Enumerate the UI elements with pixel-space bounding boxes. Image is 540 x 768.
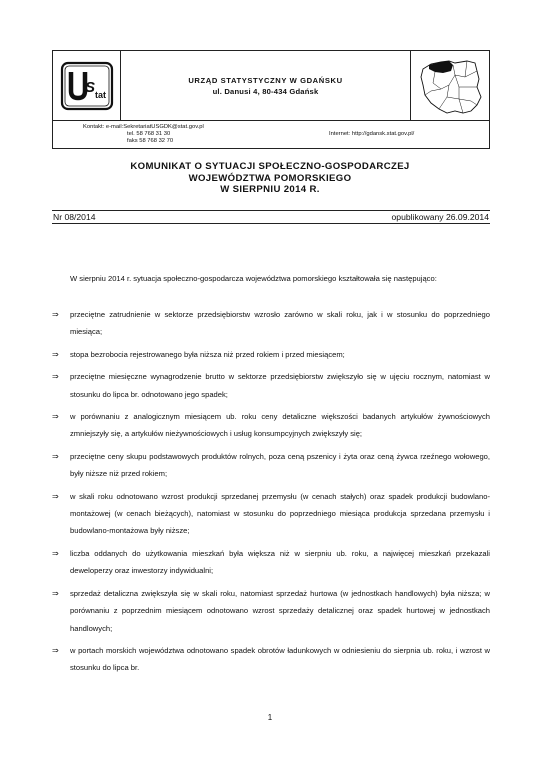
- list-item: [52, 306, 490, 341]
- document-title: [0, 161, 540, 196]
- arrow-right-icon: ⇒: [52, 451, 59, 461]
- arrow-right-icon: ⇒: [52, 412, 59, 422]
- contact-internet: Internet: http://gdansk.stat.gov.pl/: [329, 131, 415, 137]
- list-item: [52, 346, 490, 363]
- list-item-text: w portach morskich województwa odnotowano spadek obrotów ładunkowych w odniesieniu do sierpnia ub. roku, i wzrost w stosunku do lipca br.: [70, 645, 490, 673]
- svg-text:tat: tat: [94, 89, 106, 100]
- contact-email: Kontakt: e-mail:SekretariatUSGDK@stat.gov.pl: [83, 124, 204, 130]
- list-item-text: przeciętne ceny skupu podstawowych produktów rolnych, poza ceną pszenicy i żyta oraz ceną żywca rzeźnego wołowego, były niższe niż przed rokiem;: [70, 451, 490, 479]
- contact-left: [83, 124, 204, 146]
- contact-fax: faks 58 768 32 70: [127, 138, 174, 145]
- intro-paragraph: [52, 270, 490, 288]
- map-cell: [411, 51, 489, 120]
- ustat-logo-icon: [59, 58, 115, 114]
- list-item: [52, 408, 490, 443]
- list-item-text: stopa bezrobocia rejestrowanego była niższa niż przed rokiem i przed miesiącem;: [70, 349, 345, 359]
- issue-published: opublikowany 26.09.2014: [391, 212, 489, 222]
- arrow-right-icon: ⇒: [52, 310, 59, 319]
- list-item-text: liczba oddanych do użytkowania mieszkań była większa niż w sierpniu ub. roku, a najwięcej mieszkań przekazali deweloperzy oraz inwestorzy indywidualni;: [70, 548, 490, 576]
- contact-tel: tel. 58 768 31 30: [127, 131, 171, 138]
- list-item: [52, 642, 490, 677]
- title-line-3: W SIERPNIU 2014 R.: [220, 184, 320, 196]
- office-address: ul. Danusi 4, 80-434 Gdańsk: [212, 86, 319, 96]
- title-line-1: KOMUNIKAT O SYTUACJI SPOŁECZNO-GOSPODARCZEJ: [130, 161, 410, 172]
- list-item-text: przeciętne miesięczne wynagrodzenie brutto w sektorze przedsiębiorstw zwiększyło się w ujęciu rocznym, natomiast w stosunku do lipca br. odnotowano jego spadek;: [70, 372, 490, 399]
- list-item: [52, 545, 490, 580]
- list-item: [52, 488, 490, 540]
- office-name: URZĄD STATYSTYCZNY W GDAŃSKU: [188, 75, 343, 85]
- arrow-right-icon: ⇒: [52, 645, 59, 655]
- logo-cell: [53, 51, 121, 120]
- intro-text: W sierpniu 2014 r. sytuacja społeczno-gospodarcza województwa pomorskiego kształtowała się następująco:: [70, 274, 437, 283]
- svg-text:S: S: [84, 78, 95, 96]
- list-item-text: przeciętne zatrudnienie w sektorze przedsiębiorstw wzrosło zarówno w skali roku, jak i w stosunku do poprzedniego miesiąca;: [70, 310, 490, 337]
- list-item: [52, 368, 490, 403]
- list-item-text: w skali roku odnotowano wzrost produkcji sprzedanej przemysłu (w cenach stałych) oraz spadek produkcji budowlano-montażowej (w cenach bieżących), natomiast w stosunku do poprzedniego miesiąca produkcja sprzedana przemysłu i budowlano-montażowa były niższe;: [70, 491, 490, 536]
- arrow-right-icon: ⇒: [52, 588, 59, 598]
- issue-row: [52, 210, 490, 224]
- page-number: 1: [267, 713, 273, 722]
- poland-map-icon: [415, 55, 485, 117]
- list-item: [52, 448, 490, 483]
- arrow-right-icon: ⇒: [52, 548, 59, 558]
- arrow-right-icon: ⇒: [52, 372, 59, 382]
- bullet-list: [52, 306, 490, 682]
- title-line-2: WOJEWÓDZTWA POMORSKIEGO: [188, 172, 352, 184]
- list-item: [52, 585, 490, 637]
- issue-number: Nr 08/2014: [53, 212, 96, 222]
- contact-box: [52, 121, 490, 149]
- office-cell: [121, 51, 411, 120]
- arrow-right-icon: ⇒: [52, 491, 59, 501]
- arrow-right-icon: ⇒: [52, 349, 59, 359]
- list-item-text: sprzedaż detaliczna zwiększyła się w skali roku, natomiast sprzedaż hurtowa (w jednostkach handlowych) była niższa; w porównaniu z poprzednim miesiącem odnotowano wzrost sprzedaży detalicznej oraz spadek hurtowej w jednostkach handlowych;: [70, 588, 490, 633]
- list-item-text: w porównaniu z analogicznym miesiącem ub. roku ceny detaliczne większości badanych artykułów żywnościowych zmniejszyły się, a artykułów nieżywnościowych i usług konsumpcyjnych zwiększyły się;: [70, 412, 490, 439]
- header-box: [52, 50, 490, 121]
